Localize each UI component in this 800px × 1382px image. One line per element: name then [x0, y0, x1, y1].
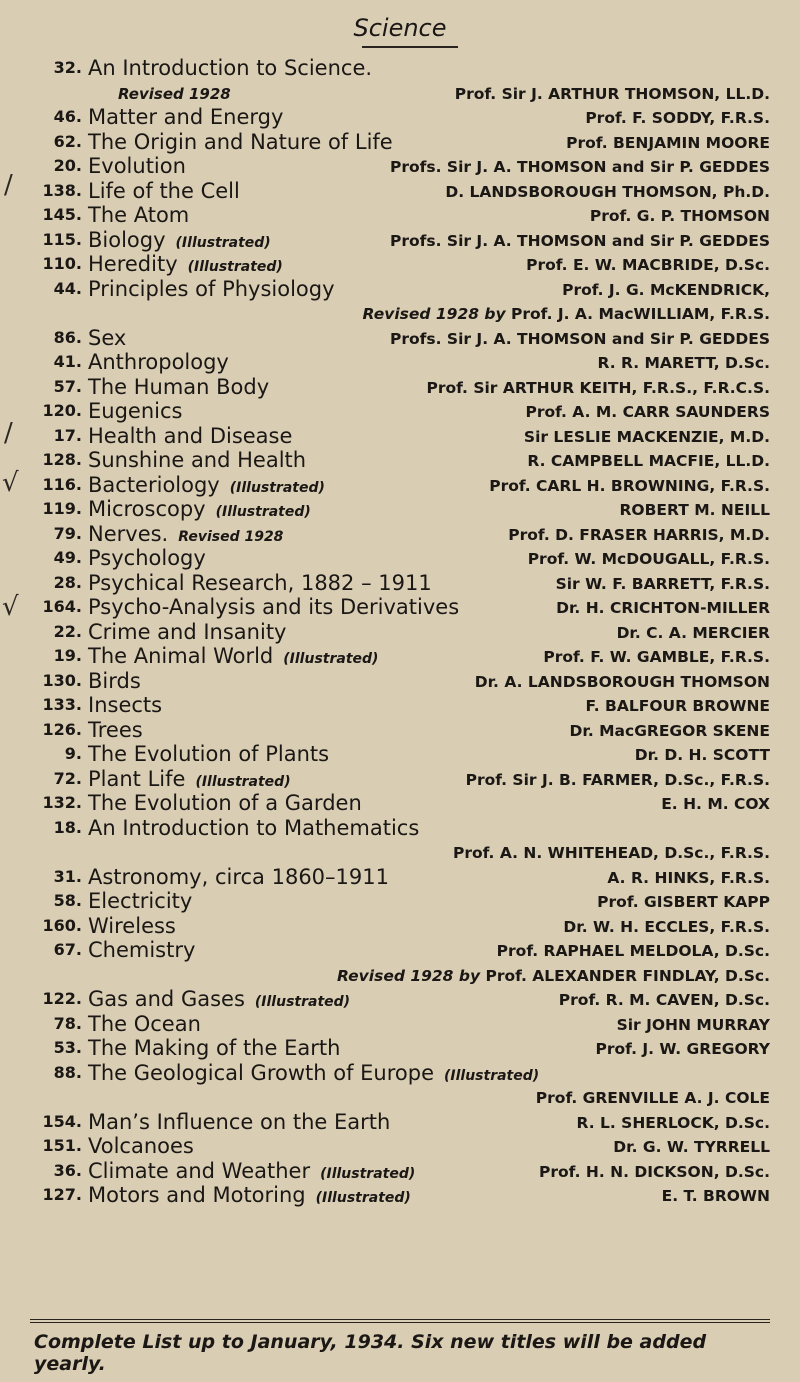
entry-number: 17.	[53, 425, 82, 445]
entry-author: R. CAMPBELL MACFIE, LL.D.	[527, 452, 770, 470]
entry-author: Prof. F. SODDY, F.R.S.	[585, 109, 770, 127]
entry-title	[88, 252, 283, 280]
entry-title	[88, 228, 271, 256]
list-item	[0, 669, 800, 694]
list-item	[0, 938, 800, 963]
entry-number: 122.	[42, 989, 82, 1008]
book-list	[0, 56, 800, 1208]
entry-title-text: Trees	[88, 717, 143, 742]
list-item	[0, 105, 800, 130]
entry-author: R. L. SHERLOCK, D.Sc.	[576, 1113, 770, 1132]
entry-title	[88, 1134, 194, 1159]
entry-title	[88, 791, 362, 816]
entry-title-text: The Atom	[88, 203, 190, 227]
entry-number: 133.	[42, 695, 82, 714]
footer-rule	[30, 1319, 770, 1320]
entry-title	[88, 816, 419, 841]
entry-title-text: An Introduction to Mathematics	[88, 815, 420, 840]
entry-title-text: Man’s Influence on the Earth	[88, 1109, 391, 1134]
page-heading: Science	[353, 14, 447, 42]
entry-title	[88, 1159, 415, 1187]
entry-title-text: Principles of Physiology	[88, 276, 335, 301]
entry-number: 116.	[42, 474, 82, 494]
entry-author: Prof. GISBERT KAPP	[597, 893, 770, 911]
entry-title-text: Sex	[88, 325, 127, 350]
entry-title	[88, 375, 269, 400]
entry-title	[88, 1036, 340, 1061]
list-item	[0, 1110, 800, 1135]
list-item	[0, 375, 800, 400]
entry-author: Dr. C. A. MERCIER	[616, 623, 770, 642]
entry-title	[88, 350, 229, 375]
entry-number: 9.	[64, 744, 82, 763]
entry-title-text: Insects	[88, 693, 163, 717]
list-item	[0, 767, 800, 792]
entry-author: Dr. H. CRICHTON-MILLER	[556, 599, 770, 617]
list-item	[0, 889, 800, 914]
entry-title-text: Climate and Weather	[88, 1158, 311, 1183]
entry-title	[88, 1183, 411, 1211]
entry-author	[363, 303, 770, 325]
entry-title-text: Life of the Cell	[88, 178, 240, 203]
entry-number: 41.	[53, 352, 82, 371]
entry-title-text: Crime and Insanity	[88, 619, 287, 644]
entry-title-text: The Animal World	[88, 644, 274, 668]
entry-title-text: Gas and Gases	[88, 987, 245, 1011]
entry-author: Dr. W. H. ECCLES, F.R.S.	[563, 917, 770, 936]
entry-title-text: Plant Life	[88, 766, 186, 791]
entry-title-text: The Evolution of a Garden	[88, 791, 362, 815]
entry-number: 44.	[53, 278, 82, 298]
entry-note: (Illustrated)	[215, 504, 311, 520]
entry-author: Profs. Sir J. A. THOMSON and Sir P. GEDDES	[390, 329, 770, 348]
entry-author	[337, 965, 770, 987]
entry-title-text: Biology	[88, 227, 166, 252]
entry-number: 31.	[53, 866, 82, 886]
entry-title	[88, 179, 240, 204]
entry-title-text: Birds	[88, 668, 141, 693]
entry-title	[88, 448, 306, 473]
entry-number: 127.	[42, 1185, 82, 1204]
entry-title	[88, 424, 292, 449]
entry-number: 88.	[53, 1062, 82, 1082]
entry-author: Prof. J. G. McKENDRICK,	[562, 280, 770, 299]
list-item	[0, 620, 800, 645]
entry-title-text: Chemistry	[88, 938, 196, 962]
entry-author: Prof. A. N. WHITEHEAD, D.Sc., F.R.S.	[452, 844, 770, 862]
entry-author: E. T. BROWN	[661, 1187, 770, 1205]
entry-title	[88, 473, 325, 501]
list-item	[0, 1159, 800, 1184]
entry-title	[88, 154, 186, 179]
entry-author: R. R. MARETT, D.Sc.	[597, 354, 770, 372]
entry-author: Prof. Sir ARTHUR KEITH, F.R.S., F.R.C.S.	[426, 378, 770, 397]
entry-title-text: Heredity	[88, 252, 178, 276]
reviser-name: Prof. ALEXANDER FINDLAY, D.Sc.	[485, 966, 770, 985]
revision-prefix: Revised 1928 by	[362, 305, 512, 323]
entry-title	[88, 399, 182, 424]
margin-tick-mark: √	[2, 468, 19, 498]
entry-title-text: Health and Disease	[88, 423, 293, 448]
entry-number: 154.	[42, 1111, 82, 1131]
entry-number: 49.	[53, 548, 82, 567]
entry-author: Prof. D. FRASER HARRIS, M.D.	[508, 525, 770, 544]
entry-title	[88, 693, 162, 718]
entry-number: 160.	[42, 915, 82, 935]
entry-number: 36.	[53, 1160, 82, 1180]
entry-number: 130.	[42, 670, 82, 690]
list-item	[0, 1012, 800, 1037]
entry-title-text: Bacteriology	[88, 472, 220, 497]
entry-title-text: Nerves.	[88, 521, 169, 546]
entry-title-text: The Evolution of Plants	[88, 742, 330, 766]
entry-title	[88, 130, 393, 155]
list-item	[0, 595, 800, 620]
list-item	[0, 350, 800, 375]
reviser-name: Prof. J. A. MacWILLIAM, F.R.S.	[511, 305, 770, 323]
list-item	[0, 1085, 800, 1110]
entry-title	[88, 889, 192, 914]
entry-number: 145.	[42, 205, 82, 224]
entry-number: 72.	[53, 768, 82, 788]
entry-number: 128.	[42, 450, 82, 469]
entry-author: Prof. H. N. DICKSON, D.Sc.	[539, 1162, 770, 1181]
entry-author: Dr. A. LANDSBOROUGH THOMSON	[474, 672, 770, 691]
entry-author: Sir LESLIE MACKENZIE, M.D.	[523, 427, 770, 446]
list-item	[0, 1134, 800, 1159]
list-item	[0, 130, 800, 155]
entry-number: 138.	[42, 180, 82, 200]
entry-title	[88, 767, 291, 795]
entry-number: 79.	[53, 523, 82, 543]
entry-title-text: Sunshine and Health	[88, 448, 307, 472]
entry-author: Prof. Sir J. ARTHUR THOMSON, LL.D.	[454, 84, 770, 103]
entry-title	[88, 669, 141, 694]
entry-author: Prof. BENJAMIN MOORE	[566, 133, 770, 152]
entry-title	[88, 277, 335, 302]
entry-author: Dr. MacGREGOR SKENE	[569, 721, 770, 740]
list-item	[0, 1061, 800, 1086]
entry-title	[88, 644, 378, 672]
entry-title-text: Wireless	[88, 913, 176, 938]
entry-number: 115.	[42, 229, 82, 249]
entry-title-text: The Ocean	[88, 1011, 201, 1036]
list-item	[0, 399, 800, 424]
entry-author: Prof. G. P. THOMSON	[589, 207, 770, 225]
list-item	[0, 693, 800, 718]
entry-author: Profs. Sir J. A. THOMSON and Sir P. GEDDES	[390, 158, 770, 176]
entry-author: Prof. RAPHAEL MELDOLA, D.Sc.	[496, 942, 770, 960]
list-item	[0, 1036, 800, 1061]
entry-number: 126.	[42, 719, 82, 739]
entry-author: Prof. GRENVILLE A. J. COLE	[535, 1089, 770, 1107]
entry-title	[88, 1110, 390, 1135]
entry-number: 62.	[53, 131, 82, 151]
entry-author: Sir W. F. BARRETT, F.R.S.	[555, 574, 770, 593]
entry-author: Dr. G. W. TYRRELL	[613, 1138, 770, 1156]
entry-title	[88, 522, 283, 550]
revision-note: Revised 1928	[118, 84, 231, 103]
entry-number: 151.	[42, 1136, 82, 1155]
list-item	[0, 546, 800, 571]
footer-note: Complete List up to January, 1934. Six new titles will be added yearly.	[34, 1331, 707, 1375]
list-item	[0, 56, 800, 81]
entry-author: Dr. D. H. SCOTT	[634, 746, 770, 764]
list-item	[0, 522, 800, 547]
list-item	[0, 571, 800, 596]
list-item	[0, 154, 800, 179]
list-item	[0, 473, 800, 498]
list-item	[0, 987, 800, 1012]
entry-title	[88, 718, 143, 743]
entry-number: 19.	[53, 646, 82, 665]
entry-title	[88, 865, 389, 890]
entry-author: Prof. W. McDOUGALL, F.R.S.	[527, 550, 770, 568]
entry-title	[88, 987, 350, 1015]
list-item	[0, 203, 800, 228]
entry-number: 120.	[42, 401, 82, 420]
footer-rule	[30, 1322, 770, 1323]
entry-author: Sir JOHN MURRAY	[616, 1015, 770, 1034]
entry-note: (Illustrated)	[187, 259, 283, 275]
entry-note: (Illustrated)	[254, 994, 351, 1010]
entry-number: 119.	[42, 499, 82, 518]
list-item	[0, 718, 800, 743]
entry-note: (Illustrated)	[283, 651, 379, 667]
list-item	[0, 179, 800, 204]
margin-tick-mark: √	[2, 592, 19, 622]
entry-title	[88, 546, 206, 571]
entry-author: Prof. R. M. CAVEN, D.Sc.	[558, 991, 770, 1009]
entry-note: (Illustrated)	[320, 1165, 416, 1182]
entry-title-text: Microscopy	[88, 497, 206, 521]
list-item	[0, 277, 800, 302]
list-item	[0, 791, 800, 816]
entry-number: 110.	[42, 254, 82, 273]
entry-title	[88, 203, 189, 228]
entry-number: 57.	[53, 376, 82, 396]
entry-author: F. BALFOUR BROWNE	[585, 697, 770, 715]
entry-title-text: Matter and Energy	[88, 105, 284, 129]
list-item	[0, 1183, 800, 1208]
margin-tick-mark: /	[4, 418, 13, 448]
list-item	[0, 424, 800, 449]
entry-author: Prof. Sir J. B. FARMER, D.Sc., F.R.S.	[465, 770, 770, 789]
entry-title	[88, 1012, 201, 1037]
entry-author: Prof. F. W. GAMBLE, F.R.S.	[543, 648, 770, 666]
list-item	[0, 228, 800, 253]
list-item	[0, 865, 800, 890]
entry-title	[88, 742, 329, 767]
entry-title	[88, 497, 311, 525]
list-item	[0, 963, 800, 988]
entry-title-text: The Human Body	[88, 374, 270, 399]
entry-number: 164.	[42, 597, 82, 616]
entry-title	[88, 938, 195, 963]
entry-number: 18.	[53, 817, 82, 837]
entry-title	[88, 326, 126, 351]
entry-number: 46.	[53, 107, 82, 126]
entry-title-text: The Making of the Earth	[88, 1036, 341, 1060]
list-item	[0, 742, 800, 767]
entry-title	[88, 620, 287, 645]
entry-note: (Illustrated)	[229, 479, 325, 496]
list-item	[0, 326, 800, 351]
entry-author: E. H. M. COX	[661, 795, 770, 813]
list-item	[0, 816, 800, 841]
entry-author: ROBERT M. NEILL	[619, 501, 770, 519]
entry-number: 132.	[42, 793, 82, 812]
entry-title	[88, 1061, 539, 1089]
entry-author: A. R. HINKS, F.R.S.	[607, 868, 770, 887]
list-item	[0, 914, 800, 939]
entry-note: (Illustrated)	[195, 773, 291, 790]
revision-prefix: Revised 1928 by	[337, 966, 486, 985]
entry-author: Prof. A. M. CARR SAUNDERS	[525, 403, 770, 421]
entry-title-text: The Geological Growth of Europe	[88, 1060, 434, 1085]
list-item	[0, 840, 800, 865]
entry-number: 32.	[53, 58, 82, 77]
entry-title	[88, 595, 459, 620]
entry-title	[88, 56, 372, 81]
entry-note: (Illustrated)	[315, 1190, 411, 1206]
entry-note: Revised 1928	[178, 528, 284, 545]
entry-note: (Illustrated)	[444, 1067, 540, 1084]
entry-title-text: An Introduction to Science.	[88, 56, 373, 80]
entry-title	[88, 571, 432, 596]
entry-title-text: Motors and Motoring	[88, 1183, 306, 1207]
list-item	[0, 644, 800, 669]
entry-title	[88, 105, 283, 130]
entry-title-text: Evolution	[88, 154, 186, 178]
entry-title-text: Eugenics	[88, 399, 183, 423]
entry-number: 86.	[53, 327, 82, 347]
entry-author: Prof. J. W. GREGORY	[595, 1040, 770, 1058]
list-item	[0, 448, 800, 473]
entry-title-text: Psychology	[88, 546, 206, 570]
margin-tick-mark: /	[4, 170, 13, 200]
entry-title-text: The Origin and Nature of Life	[88, 129, 393, 154]
entry-author: Prof. CARL H. BROWNING, F.R.S.	[489, 476, 770, 495]
entry-number: 53.	[53, 1038, 82, 1057]
list-item	[0, 497, 800, 522]
entry-number: 78.	[53, 1013, 82, 1033]
entry-title-text: Volcanoes	[88, 1134, 194, 1158]
heading-underline	[362, 46, 458, 48]
entry-title-text: Electricity	[88, 889, 193, 913]
entry-author: Prof. E. W. MACBRIDE, D.Sc.	[526, 256, 770, 274]
entry-author: Profs. Sir J. A. THOMSON and Sir P. GEDDES	[390, 231, 770, 250]
list-item	[0, 252, 800, 277]
entry-number: 58.	[53, 891, 82, 910]
entry-number: 28.	[53, 572, 82, 592]
entry-title-text: Psychical Research, 1882 – 1911	[88, 570, 432, 595]
entry-author: D. LANDSBOROUGH THOMSON, Ph.D.	[445, 182, 770, 201]
list-item	[0, 81, 800, 106]
entry-number: 20.	[53, 156, 82, 175]
entry-title-text: Psycho-Analysis and its Derivatives	[88, 595, 460, 619]
entry-title-text: Astronomy, circa 1860–1911	[88, 864, 389, 889]
entry-number: 67.	[53, 940, 82, 959]
list-item	[0, 301, 800, 326]
entry-title-text: Anthropology	[88, 350, 229, 374]
entry-title	[88, 914, 176, 939]
entry-note: (Illustrated)	[175, 234, 271, 251]
entry-number: 22.	[53, 621, 82, 641]
